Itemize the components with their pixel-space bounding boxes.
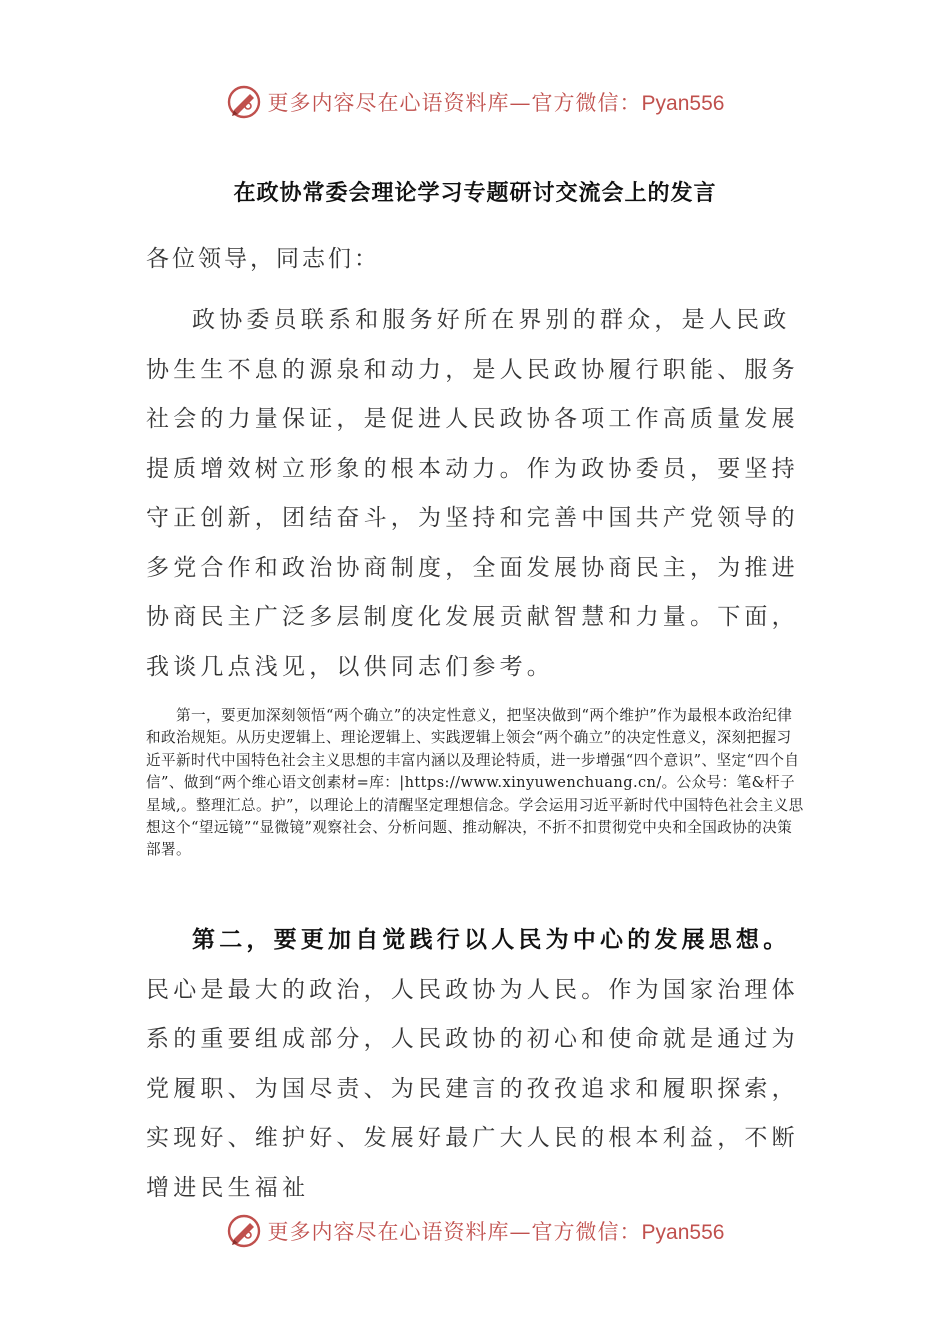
document-title: 在政协常委会理论学习专题研讨交流会上的发言 [233,180,717,206]
greeting: 各位领导，同志们： [146,246,380,272]
footer-banner [0,1211,950,1251]
paragraph-second-point [146,915,806,1213]
pen-logo-icon [226,84,262,120]
paragraph-second-lead: 第二，要更加自觉践行以人民为中心的发展思想。 [192,926,791,953]
header-banner [0,82,950,122]
paragraph-second-body: 民心是最大的政治，人民政协为人民。作为国家治理体系的重要组成部分，人民政协的初心和使命就是通过为党履职、为国尽责、为民建言的孜孜追求和履职探索，实现好、维护好、发展好最广大人民的根本利益，不断增进民生福祉 [146,976,799,1201]
pen-logo-icon [226,1213,262,1249]
banner-text: 更多内容尽在心语资料库—官方微信：Pyan556 [267,1220,725,1244]
wechat-id: Pyan556 [641,92,725,115]
banner-text: 更多内容尽在心语资料库—官方微信：Pyan556 [267,91,725,115]
paragraph-intro: 政协委员联系和服务好所在界别的群众，是人民政协生生不息的源泉和动力，是人民政协履行职能、服务社会的力量保证，是促进人民政协各项工作高质量发展提质增效树立形象的根本动力。作为政协委员，要坚持守正创新，团结奋斗，为坚持和完善中国共产党领导的多党合作和政治协商制度，全面发展协商民主，为推进协商民主广泛多层制度化发展贡献智慧和力量。下面，我谈几点浅见，以供同志们参考。 [146,307,799,680]
paragraph-first-point: 第一，要更加深刻领悟“两个确立”的决定性意义，把坚决做到“两个维护”作为最根本政治纪律和政治规矩。从历史逻辑上、理论逻辑上、实践逻辑上领会“两个确立”的决定性意义，深刻把握习近平新时代中国特色社会主义思想的丰富内涵以及理论特质，进一步增强“四个意识”、坚定“四个自信”、做到“两个维心语文创素材=库：|https://www.xinyuwenchuang.cn/。公众号：笔&杆子星域,。整理汇总。护”，以理论上的清醒坚定理想信念。学会运用习近平新时代中国特色社会主义思想这个“望远镜”“显微镜”观察社会、分析问题、推动解决，不折不扣贯彻党中央和全国政协的决策部署。 [146,707,804,859]
wechat-id: Pyan556 [641,1221,725,1244]
